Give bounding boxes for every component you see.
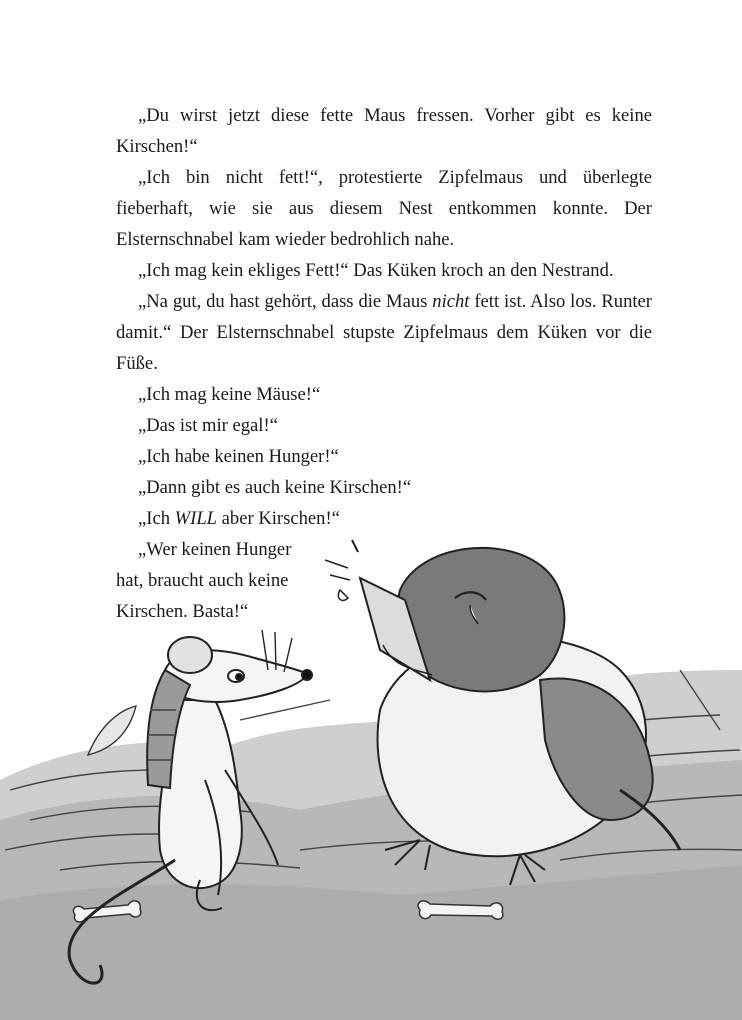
nest-illustration — [0, 520, 742, 1020]
paragraph-5: „Ich mag keine Mäuse!“ — [138, 384, 321, 405]
paragraph-4-part-a: „Na gut, du hast gehört, dass die Maus — [138, 291, 433, 312]
paragraph-8: „Dann gibt es auch keine Kirschen!“ — [138, 477, 412, 498]
paragraph-10-line-2: hat, braucht auch keine — [116, 570, 289, 591]
emphasis-will: WILL — [174, 508, 218, 529]
paragraph-7: „Ich habe keinen Hunger!“ — [138, 446, 339, 467]
paragraph-10-line-3: Kirschen. Basta!“ — [116, 601, 249, 622]
emphasis-nicht: nicht — [432, 291, 470, 312]
paragraph-6: „Das ist mir egal!“ — [138, 415, 278, 436]
paragraph-4 — [116, 286, 652, 379]
paragraph-9-part-b: aber Kirschen!“ — [217, 508, 340, 529]
paragraph-3: „Ich mag kein ekliges Fett!“ Das Küken kroch an den Nestrand. — [138, 260, 614, 281]
paragraph-10-line-1: „Wer keinen Hunger — [138, 539, 292, 560]
paragraph-2: „Ich bin nicht fett!“, protestierte Zipfelmaus und überlegte fieberhaft, wie sie aus diesem Nest entkommen konnte. Der Elsternschnabel kam wieder bedrohlich nahe. — [116, 167, 652, 250]
paragraph-9-part-a: „Ich — [138, 508, 175, 529]
paragraph-1: „Du wirst jetzt diese fette Maus fressen. Vorher gibt es keine Kirschen!“ — [116, 105, 652, 157]
paragraph-4-part-b: fett ist. Also los. Runter damit.“ Der Elsternschnabel stupste Zipfelmaus dem Küken vor die Füße. — [116, 291, 653, 374]
